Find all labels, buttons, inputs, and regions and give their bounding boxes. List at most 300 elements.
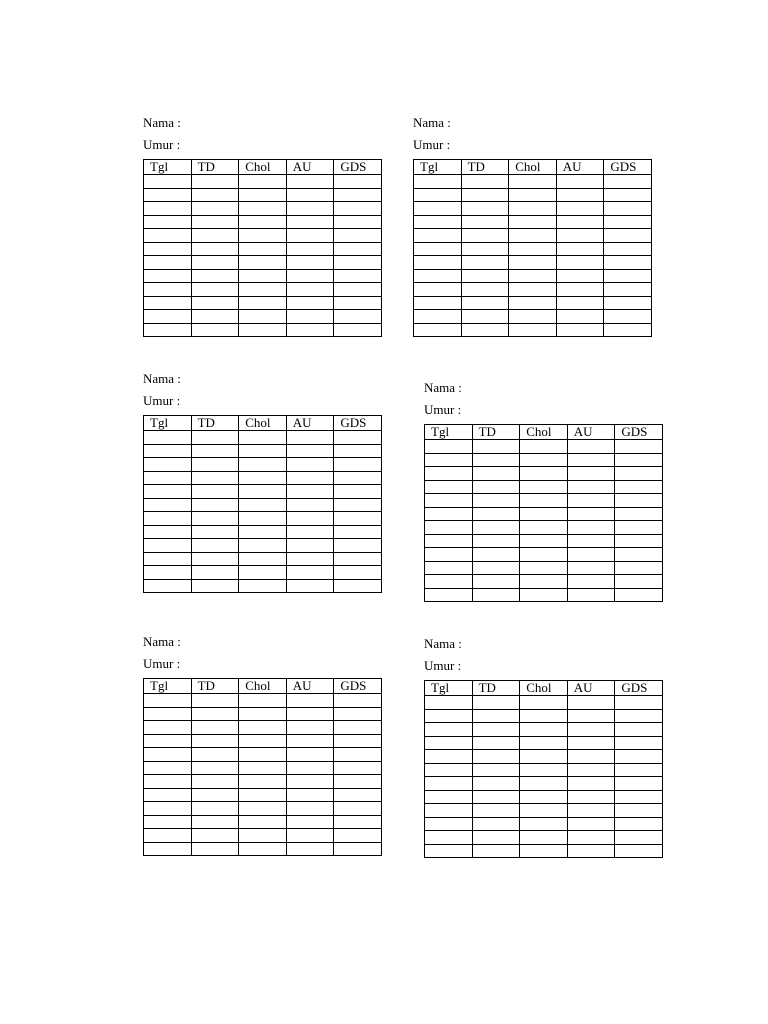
table-cell-gds[interactable] (615, 750, 663, 764)
table-cell-chol[interactable] (239, 471, 287, 485)
table-cell-tgl[interactable] (144, 829, 192, 843)
table-cell-td[interactable] (461, 202, 509, 216)
table-cell-gds[interactable] (615, 844, 663, 858)
table-cell-td[interactable] (191, 444, 239, 458)
table-cell-td[interactable] (191, 471, 239, 485)
table-cell-gds[interactable] (604, 256, 652, 270)
table-cell-td[interactable] (191, 748, 239, 762)
table-cell-tgl[interactable] (144, 269, 192, 283)
table-cell-au[interactable] (567, 696, 615, 710)
table-cell-au[interactable] (286, 310, 334, 324)
table-cell-au[interactable] (286, 512, 334, 526)
table-cell-au[interactable] (567, 709, 615, 723)
table-cell-chol[interactable] (509, 229, 557, 243)
table-cell-chol[interactable] (239, 269, 287, 283)
table-cell-tgl[interactable] (144, 498, 192, 512)
table-cell-td[interactable] (191, 579, 239, 593)
table-cell-chol[interactable] (239, 458, 287, 472)
table-cell-tgl[interactable] (425, 561, 473, 575)
table-cell-gds[interactable] (615, 696, 663, 710)
table-cell-au[interactable] (567, 494, 615, 508)
table-cell-tgl[interactable] (425, 750, 473, 764)
table-cell-au[interactable] (556, 242, 604, 256)
table-cell-au[interactable] (567, 750, 615, 764)
table-cell-td[interactable] (472, 440, 520, 454)
table-cell-chol[interactable] (520, 790, 568, 804)
table-cell-gds[interactable] (615, 480, 663, 494)
table-cell-au[interactable] (286, 815, 334, 829)
table-cell-au[interactable] (567, 831, 615, 845)
table-cell-gds[interactable] (604, 283, 652, 297)
table-cell-chol[interactable] (239, 485, 287, 499)
table-cell-td[interactable] (472, 494, 520, 508)
table-cell-chol[interactable] (520, 750, 568, 764)
table-cell-chol[interactable] (520, 777, 568, 791)
table-cell-td[interactable] (461, 188, 509, 202)
table-cell-td[interactable] (191, 829, 239, 843)
table-cell-tgl[interactable] (425, 763, 473, 777)
table-cell-tgl[interactable] (425, 817, 473, 831)
table-cell-chol[interactable] (239, 444, 287, 458)
table-cell-tgl[interactable] (425, 844, 473, 858)
table-cell-gds[interactable] (604, 215, 652, 229)
table-cell-chol[interactable] (509, 310, 557, 324)
table-cell-tgl[interactable] (144, 188, 192, 202)
table-cell-gds[interactable] (615, 709, 663, 723)
table-cell-gds[interactable] (615, 521, 663, 535)
table-cell-gds[interactable] (604, 296, 652, 310)
table-cell-td[interactable] (472, 723, 520, 737)
table-cell-chol[interactable] (520, 507, 568, 521)
table-cell-chol[interactable] (520, 548, 568, 562)
table-cell-chol[interactable] (509, 202, 557, 216)
table-cell-chol[interactable] (239, 566, 287, 580)
table-cell-au[interactable] (286, 775, 334, 789)
table-cell-tgl[interactable] (144, 229, 192, 243)
table-cell-au[interactable] (567, 817, 615, 831)
table-cell-tgl[interactable] (144, 694, 192, 708)
table-cell-gds[interactable] (334, 525, 382, 539)
table-cell-tgl[interactable] (425, 588, 473, 602)
table-cell-gds[interactable] (334, 802, 382, 816)
table-cell-tgl[interactable] (144, 458, 192, 472)
table-cell-chol[interactable] (520, 521, 568, 535)
table-cell-gds[interactable] (604, 188, 652, 202)
table-cell-td[interactable] (461, 229, 509, 243)
table-cell-gds[interactable] (334, 458, 382, 472)
table-cell-tgl[interactable] (144, 748, 192, 762)
table-cell-gds[interactable] (334, 188, 382, 202)
table-cell-au[interactable] (286, 229, 334, 243)
table-cell-au[interactable] (567, 844, 615, 858)
table-cell-au[interactable] (556, 283, 604, 297)
table-cell-chol[interactable] (239, 202, 287, 216)
table-cell-au[interactable] (286, 188, 334, 202)
table-cell-au[interactable] (286, 202, 334, 216)
table-cell-td[interactable] (472, 763, 520, 777)
table-cell-au[interactable] (567, 467, 615, 481)
table-cell-chol[interactable] (509, 175, 557, 189)
table-cell-td[interactable] (191, 323, 239, 337)
table-cell-td[interactable] (472, 696, 520, 710)
table-cell-au[interactable] (286, 802, 334, 816)
table-cell-au[interactable] (286, 842, 334, 856)
table-cell-tgl[interactable] (414, 256, 462, 270)
table-cell-tgl[interactable] (144, 734, 192, 748)
table-cell-gds[interactable] (334, 842, 382, 856)
table-cell-td[interactable] (191, 283, 239, 297)
table-cell-td[interactable] (191, 721, 239, 735)
table-cell-tgl[interactable] (425, 480, 473, 494)
table-cell-tgl[interactable] (414, 229, 462, 243)
table-cell-tgl[interactable] (425, 467, 473, 481)
table-cell-chol[interactable] (239, 512, 287, 526)
table-cell-td[interactable] (472, 534, 520, 548)
table-cell-tgl[interactable] (144, 761, 192, 775)
table-cell-td[interactable] (472, 588, 520, 602)
table-cell-td[interactable] (191, 431, 239, 445)
table-cell-tgl[interactable] (144, 842, 192, 856)
table-cell-tgl[interactable] (144, 323, 192, 337)
table-cell-au[interactable] (286, 829, 334, 843)
table-cell-au[interactable] (567, 790, 615, 804)
table-cell-au[interactable] (286, 579, 334, 593)
table-cell-au[interactable] (567, 777, 615, 791)
table-cell-td[interactable] (191, 202, 239, 216)
table-cell-tgl[interactable] (144, 431, 192, 445)
table-cell-au[interactable] (556, 215, 604, 229)
table-cell-td[interactable] (191, 310, 239, 324)
table-cell-gds[interactable] (615, 440, 663, 454)
table-cell-td[interactable] (191, 229, 239, 243)
table-cell-au[interactable] (556, 296, 604, 310)
table-cell-td[interactable] (461, 256, 509, 270)
table-cell-tgl[interactable] (425, 736, 473, 750)
table-cell-gds[interactable] (604, 175, 652, 189)
table-cell-gds[interactable] (334, 788, 382, 802)
table-cell-tgl[interactable] (144, 310, 192, 324)
table-cell-gds[interactable] (334, 471, 382, 485)
table-cell-au[interactable] (567, 534, 615, 548)
table-cell-tgl[interactable] (144, 512, 192, 526)
table-cell-gds[interactable] (615, 831, 663, 845)
table-cell-chol[interactable] (239, 694, 287, 708)
table-cell-td[interactable] (472, 507, 520, 521)
table-cell-chol[interactable] (509, 256, 557, 270)
table-cell-chol[interactable] (239, 707, 287, 721)
table-cell-tgl[interactable] (414, 269, 462, 283)
table-cell-tgl[interactable] (144, 788, 192, 802)
table-cell-chol[interactable] (239, 579, 287, 593)
table-cell-gds[interactable] (334, 829, 382, 843)
table-cell-chol[interactable] (520, 817, 568, 831)
table-cell-td[interactable] (461, 296, 509, 310)
table-cell-tgl[interactable] (425, 534, 473, 548)
table-cell-au[interactable] (556, 175, 604, 189)
table-cell-au[interactable] (556, 188, 604, 202)
table-cell-gds[interactable] (334, 283, 382, 297)
table-cell-tgl[interactable] (414, 323, 462, 337)
table-cell-au[interactable] (567, 480, 615, 494)
table-cell-chol[interactable] (239, 229, 287, 243)
table-cell-gds[interactable] (334, 579, 382, 593)
table-cell-gds[interactable] (615, 804, 663, 818)
table-cell-gds[interactable] (334, 721, 382, 735)
table-cell-au[interactable] (567, 763, 615, 777)
table-cell-tgl[interactable] (414, 296, 462, 310)
table-cell-chol[interactable] (239, 761, 287, 775)
table-cell-gds[interactable] (334, 175, 382, 189)
table-cell-chol[interactable] (509, 242, 557, 256)
table-cell-tgl[interactable] (425, 494, 473, 508)
table-cell-chol[interactable] (520, 736, 568, 750)
table-cell-tgl[interactable] (144, 444, 192, 458)
table-cell-au[interactable] (286, 242, 334, 256)
table-cell-au[interactable] (567, 453, 615, 467)
table-cell-chol[interactable] (520, 804, 568, 818)
table-cell-chol[interactable] (239, 552, 287, 566)
table-cell-td[interactable] (191, 815, 239, 829)
table-cell-gds[interactable] (615, 817, 663, 831)
table-cell-tgl[interactable] (425, 790, 473, 804)
table-cell-td[interactable] (191, 269, 239, 283)
table-cell-tgl[interactable] (425, 521, 473, 535)
table-cell-au[interactable] (567, 723, 615, 737)
table-cell-au[interactable] (286, 296, 334, 310)
table-cell-gds[interactable] (615, 548, 663, 562)
table-cell-au[interactable] (567, 507, 615, 521)
table-cell-gds[interactable] (334, 242, 382, 256)
table-cell-gds[interactable] (604, 242, 652, 256)
table-cell-td[interactable] (461, 283, 509, 297)
table-cell-gds[interactable] (615, 790, 663, 804)
table-cell-td[interactable] (191, 802, 239, 816)
table-cell-gds[interactable] (334, 566, 382, 580)
table-cell-chol[interactable] (239, 310, 287, 324)
table-cell-au[interactable] (286, 323, 334, 337)
table-cell-td[interactable] (191, 175, 239, 189)
table-cell-gds[interactable] (604, 229, 652, 243)
table-cell-tgl[interactable] (144, 539, 192, 553)
table-cell-gds[interactable] (334, 296, 382, 310)
table-cell-chol[interactable] (239, 242, 287, 256)
table-cell-au[interactable] (556, 229, 604, 243)
table-cell-chol[interactable] (239, 829, 287, 843)
table-cell-chol[interactable] (520, 709, 568, 723)
table-cell-td[interactable] (191, 842, 239, 856)
table-cell-tgl[interactable] (425, 831, 473, 845)
table-cell-td[interactable] (191, 242, 239, 256)
table-cell-td[interactable] (191, 256, 239, 270)
table-cell-au[interactable] (286, 707, 334, 721)
table-cell-chol[interactable] (239, 539, 287, 553)
table-cell-gds[interactable] (615, 507, 663, 521)
table-cell-tgl[interactable] (414, 188, 462, 202)
table-cell-au[interactable] (286, 458, 334, 472)
table-cell-td[interactable] (472, 844, 520, 858)
table-cell-gds[interactable] (334, 229, 382, 243)
table-cell-gds[interactable] (334, 323, 382, 337)
table-cell-au[interactable] (286, 525, 334, 539)
table-cell-chol[interactable] (520, 588, 568, 602)
table-cell-tgl[interactable] (144, 815, 192, 829)
table-cell-td[interactable] (191, 694, 239, 708)
table-cell-tgl[interactable] (144, 721, 192, 735)
table-cell-chol[interactable] (520, 844, 568, 858)
table-cell-gds[interactable] (615, 588, 663, 602)
table-cell-gds[interactable] (615, 763, 663, 777)
table-cell-gds[interactable] (334, 694, 382, 708)
table-cell-td[interactable] (191, 215, 239, 229)
table-cell-td[interactable] (461, 215, 509, 229)
table-cell-tgl[interactable] (144, 256, 192, 270)
table-cell-tgl[interactable] (144, 242, 192, 256)
table-cell-td[interactable] (191, 552, 239, 566)
table-cell-chol[interactable] (520, 696, 568, 710)
table-cell-chol[interactable] (239, 842, 287, 856)
table-cell-gds[interactable] (615, 453, 663, 467)
table-cell-au[interactable] (567, 588, 615, 602)
table-cell-au[interactable] (286, 431, 334, 445)
table-cell-tgl[interactable] (144, 283, 192, 297)
table-cell-gds[interactable] (334, 761, 382, 775)
table-cell-chol[interactable] (509, 269, 557, 283)
table-cell-chol[interactable] (509, 323, 557, 337)
table-cell-chol[interactable] (520, 763, 568, 777)
table-cell-td[interactable] (472, 575, 520, 589)
table-cell-tgl[interactable] (414, 283, 462, 297)
table-cell-td[interactable] (191, 498, 239, 512)
table-cell-au[interactable] (286, 471, 334, 485)
table-cell-chol[interactable] (520, 440, 568, 454)
table-cell-au[interactable] (286, 694, 334, 708)
table-cell-chol[interactable] (239, 256, 287, 270)
table-cell-td[interactable] (472, 817, 520, 831)
table-cell-au[interactable] (286, 498, 334, 512)
table-cell-td[interactable] (472, 709, 520, 723)
table-cell-td[interactable] (461, 175, 509, 189)
table-cell-chol[interactable] (509, 296, 557, 310)
table-cell-chol[interactable] (239, 323, 287, 337)
table-cell-chol[interactable] (239, 296, 287, 310)
table-cell-td[interactable] (191, 734, 239, 748)
table-cell-chol[interactable] (239, 788, 287, 802)
table-cell-gds[interactable] (334, 269, 382, 283)
table-cell-chol[interactable] (520, 494, 568, 508)
table-cell-au[interactable] (286, 444, 334, 458)
table-cell-gds[interactable] (334, 444, 382, 458)
table-cell-gds[interactable] (615, 777, 663, 791)
table-cell-td[interactable] (472, 777, 520, 791)
table-cell-tgl[interactable] (414, 202, 462, 216)
table-cell-tgl[interactable] (425, 777, 473, 791)
table-cell-tgl[interactable] (425, 507, 473, 521)
table-cell-gds[interactable] (615, 575, 663, 589)
table-cell-tgl[interactable] (144, 471, 192, 485)
table-cell-gds[interactable] (604, 323, 652, 337)
table-cell-gds[interactable] (334, 815, 382, 829)
table-cell-td[interactable] (472, 480, 520, 494)
table-cell-tgl[interactable] (414, 242, 462, 256)
table-cell-tgl[interactable] (425, 723, 473, 737)
table-cell-au[interactable] (556, 256, 604, 270)
table-cell-tgl[interactable] (425, 804, 473, 818)
table-cell-tgl[interactable] (414, 175, 462, 189)
table-cell-td[interactable] (461, 269, 509, 283)
table-cell-chol[interactable] (239, 748, 287, 762)
table-cell-au[interactable] (286, 215, 334, 229)
table-cell-chol[interactable] (239, 283, 287, 297)
table-cell-gds[interactable] (334, 512, 382, 526)
table-cell-td[interactable] (191, 707, 239, 721)
table-cell-tgl[interactable] (144, 552, 192, 566)
table-cell-chol[interactable] (520, 575, 568, 589)
table-cell-tgl[interactable] (144, 202, 192, 216)
table-cell-au[interactable] (286, 175, 334, 189)
table-cell-td[interactable] (472, 790, 520, 804)
table-cell-td[interactable] (472, 548, 520, 562)
table-cell-chol[interactable] (239, 188, 287, 202)
table-cell-gds[interactable] (615, 467, 663, 481)
table-cell-gds[interactable] (604, 310, 652, 324)
table-cell-chol[interactable] (520, 534, 568, 548)
table-cell-au[interactable] (567, 575, 615, 589)
table-cell-gds[interactable] (334, 310, 382, 324)
table-cell-gds[interactable] (615, 723, 663, 737)
table-cell-au[interactable] (286, 788, 334, 802)
table-cell-td[interactable] (191, 761, 239, 775)
table-cell-gds[interactable] (604, 269, 652, 283)
table-cell-td[interactable] (191, 485, 239, 499)
table-cell-gds[interactable] (334, 498, 382, 512)
table-cell-td[interactable] (191, 458, 239, 472)
table-cell-gds[interactable] (615, 736, 663, 750)
table-cell-au[interactable] (286, 283, 334, 297)
table-cell-au[interactable] (567, 440, 615, 454)
table-cell-chol[interactable] (239, 498, 287, 512)
table-cell-gds[interactable] (615, 534, 663, 548)
table-cell-td[interactable] (461, 323, 509, 337)
table-cell-au[interactable] (556, 323, 604, 337)
table-cell-au[interactable] (567, 561, 615, 575)
table-cell-chol[interactable] (509, 283, 557, 297)
table-cell-tgl[interactable] (144, 707, 192, 721)
table-cell-chol[interactable] (239, 734, 287, 748)
table-cell-gds[interactable] (334, 775, 382, 789)
table-cell-chol[interactable] (520, 561, 568, 575)
table-cell-au[interactable] (556, 202, 604, 216)
table-cell-au[interactable] (286, 761, 334, 775)
table-cell-td[interactable] (472, 453, 520, 467)
table-cell-tgl[interactable] (144, 175, 192, 189)
table-cell-chol[interactable] (239, 525, 287, 539)
table-cell-td[interactable] (191, 512, 239, 526)
table-cell-tgl[interactable] (144, 775, 192, 789)
table-cell-tgl[interactable] (144, 215, 192, 229)
table-cell-td[interactable] (472, 750, 520, 764)
table-cell-au[interactable] (286, 748, 334, 762)
table-cell-td[interactable] (191, 525, 239, 539)
table-cell-au[interactable] (567, 548, 615, 562)
table-cell-tgl[interactable] (425, 709, 473, 723)
table-cell-tgl[interactable] (414, 215, 462, 229)
table-cell-tgl[interactable] (144, 802, 192, 816)
table-cell-tgl[interactable] (425, 440, 473, 454)
table-cell-au[interactable] (286, 256, 334, 270)
table-cell-chol[interactable] (520, 723, 568, 737)
table-cell-chol[interactable] (520, 831, 568, 845)
table-cell-tgl[interactable] (425, 696, 473, 710)
